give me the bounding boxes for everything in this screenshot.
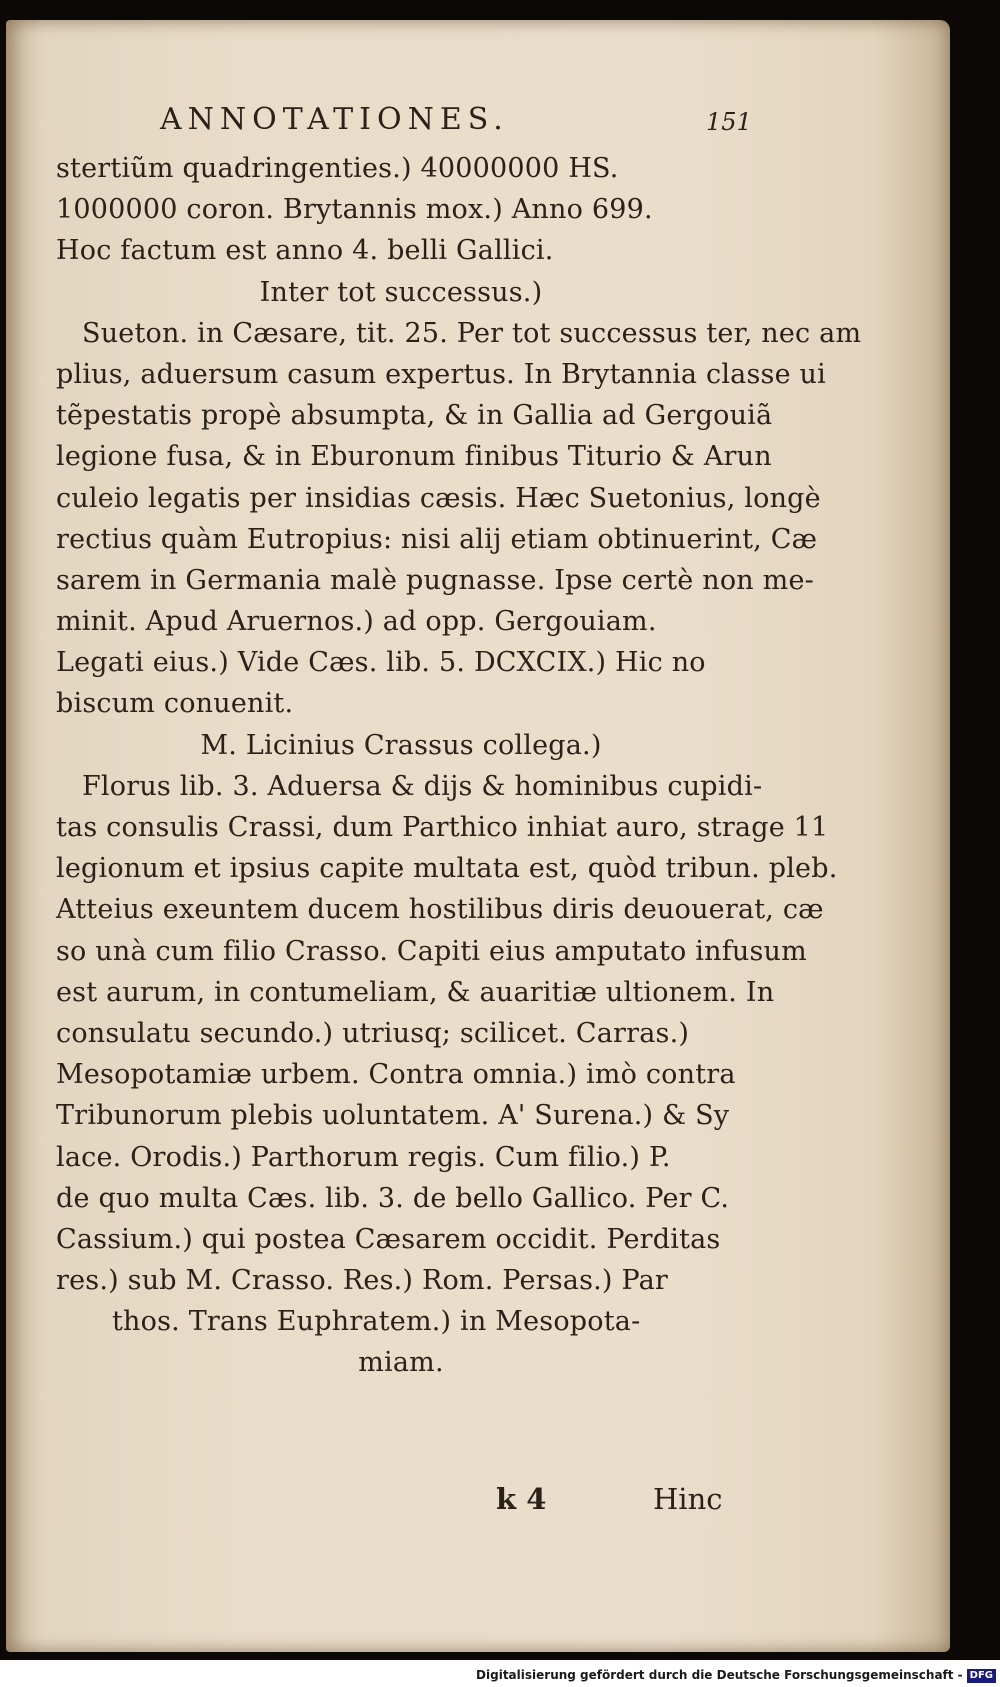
text-line: Cassium.) qui postea Cæsarem occidit. Perditas bbox=[56, 1223, 721, 1255]
text-line: Mesopotamiæ urbem. Contra omnia.) imò contra bbox=[56, 1059, 736, 1091]
text-line: legionum et ipsius capite multata est, quòd tribun. pleb. bbox=[56, 853, 838, 885]
text-line: minit. Apud Aruernos.) ad opp. Gergouiam. bbox=[56, 606, 657, 638]
running-head bbox=[56, 102, 752, 148]
section-heading: Inter tot successus.) bbox=[259, 276, 543, 308]
text-line: culeio legatis per insidias cæsis. Hæc Suetonius, longè bbox=[56, 482, 821, 514]
catchword: Hinc bbox=[653, 1482, 723, 1516]
text-line: tẽpestatis propè absumpta, & in Gallia ad Gergouiã bbox=[56, 400, 773, 432]
text-line: est aurum, in contumeliam, & auaritiæ ultionem. In bbox=[56, 976, 775, 1008]
text-line: de quo multa Cæs. lib. 3. de bello Gallico. Per C. bbox=[56, 1182, 730, 1214]
text-line: Hoc factum est anno 4. belli Gallici. bbox=[56, 235, 554, 267]
text-line: plius, aduersum casum expertus. In Brytannia classe ui bbox=[56, 358, 826, 390]
dfg-logo: DFG bbox=[967, 1669, 996, 1683]
catchword-line bbox=[56, 1482, 746, 1522]
text-line: Legati eius.) Vide Cæs. lib. 5. DCXCIX.) Hic no bbox=[56, 647, 706, 679]
text-line: res.) sub M. Crasso. Res.) Rom. Persas.) Par bbox=[56, 1265, 669, 1297]
book-page bbox=[6, 20, 950, 1652]
text-line: Sueton. in Cæsare, tit. 25. Per tot successus ter, nec am bbox=[82, 317, 862, 349]
signature-mark: k 4 bbox=[496, 1482, 547, 1516]
text-line: 1000000 coron. Brytannis mox.) Anno 699. bbox=[56, 194, 653, 226]
page-text-block bbox=[56, 102, 862, 1516]
text-line: sarem in Germania malè pugnasse. Ipse certè non me- bbox=[56, 564, 814, 596]
text-line: consulatu secundo.) utriusq; scilicet. Carras.) bbox=[56, 1017, 690, 1049]
text-line: tas consulis Crassi, dum Parthico inhiat auro, strage 11 bbox=[56, 812, 829, 843]
text-line: so unà cum filio Crasso. Capiti eius amputato infusum bbox=[56, 935, 807, 967]
text-line: biscum conuenit. bbox=[56, 688, 294, 720]
running-head-title: ANNOTATIONES. bbox=[160, 102, 509, 137]
text-line: Atteius exeuntem ducem hostilibus diris deuouerat, cæ bbox=[56, 894, 824, 926]
text-line: legione fusa, & in Eburonum finibus Titurio & Arun bbox=[56, 441, 772, 473]
text-line: stertiũm quadringenties.) 40000000 HS. bbox=[56, 153, 619, 184]
digitization-footer bbox=[0, 1663, 996, 1687]
page-number: 151 bbox=[706, 108, 752, 136]
text-line: thos. Trans Euphratem.) in Mesopota- bbox=[112, 1306, 641, 1338]
text-line: Florus lib. 3. Aduersa & dijs & hominibus cupidi- bbox=[82, 770, 763, 802]
text-line: miam. bbox=[358, 1347, 444, 1379]
footer-text: Digitalisierung gefördert durch die Deutsche Forschungsgemeinschaft - bbox=[476, 1668, 963, 1682]
section-heading: M. Licinius Crassus collega.) bbox=[200, 729, 602, 761]
text-line: Tribunorum plebis uoluntatem. A' Surena.) & Sy bbox=[56, 1100, 730, 1132]
text-line: lace. Orodis.) Parthorum regis. Cum filio.) P. bbox=[56, 1141, 671, 1173]
text-line: rectius quàm Eutropius: nisi alij etiam obtinuerint, Cæ bbox=[56, 523, 818, 555]
